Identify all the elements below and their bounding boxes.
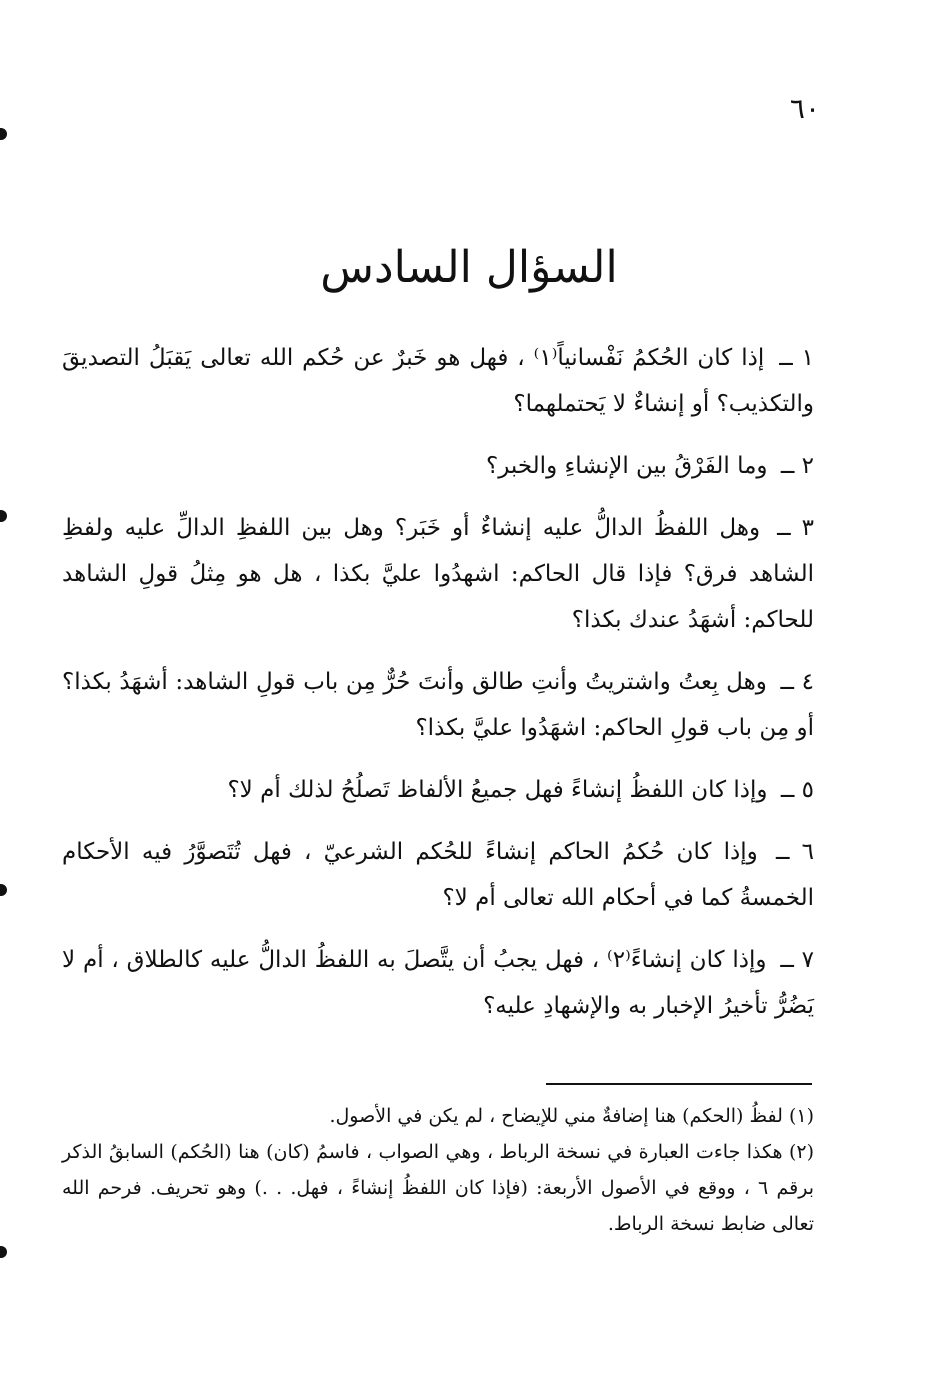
scan-margin-mark	[0, 510, 7, 522]
question-text: وإذا كان اللفظُ إنشاءً فهل جميعُ الألفاظ تَصلُحُ لذلك أم لا؟	[227, 777, 768, 803]
question-6	[62, 829, 814, 921]
question-2	[62, 443, 814, 489]
question-number: ١ ــ	[779, 345, 815, 371]
question-text: وهل بِعتُ واشتريتُ وأنتِ طالق وأنتَ حُرٌّ مِن باب قولِ الشاهد: أشهَدُ بكذا؟ أو مِن باب قولِ الحاكم: اشهَدُوا عليَّ بكذا؟	[62, 669, 814, 741]
question-3	[62, 505, 814, 643]
question-number: ٧ ــ	[780, 947, 815, 973]
scan-margin-mark	[0, 128, 7, 140]
question-number: ٢ ــ	[780, 453, 814, 479]
question-1	[62, 335, 814, 427]
question-5	[62, 767, 814, 813]
scan-margin-mark	[0, 884, 7, 896]
scan-margin-mark	[0, 1246, 7, 1258]
question-number: ٦ ــ	[775, 839, 815, 865]
section-title: السؤال السادس	[320, 242, 618, 293]
footnote-separator	[546, 1083, 812, 1085]
footnote-2: (٢) هكذا جاءت العبارة في نسخة الرباط ، وهي الصواب ، فاسمُ (كان) هنا (الحُكم) السابقُ الذكر برقم ٦ ، ووقع في الأصول الأربعة: (فإذا كان اللفظُ إنشاءً ، فهل. . .) وهو تحريف. فرحم الله تعالى ضابط نسخة الرباط.	[62, 1141, 814, 1235]
page-number: ٦٠	[789, 92, 820, 125]
question-text: إذا كان الحُكمُ نَفْسانياً⁽١⁾ ، فهل هو خَبرٌ عن حُكم الله تعالى يَقبَلُ التصديقَ والتكذيب؟ أو إنشاءٌ لا يَحتملهما؟	[62, 345, 814, 417]
footnotes	[62, 1098, 814, 1242]
question-number: ٥ ــ	[780, 777, 814, 803]
question-text: وهل اللفظُ الدالُّ عليه إنشاءٌ أو خَبَر؟ وهل بين اللفظِ الدالِّ عليه ولفظِ الشاهد فرق؟ فإذا قال الحاكم: اشهدُوا عليَّ بكذا ، هل هو مِثلُ قولِ الشاهد للحاكم: أشهَدُ عندك بكذا؟	[62, 515, 814, 633]
question-text: وما الفَرْقُ بين الإنشاءِ والخبر؟	[485, 453, 768, 479]
questions-list	[62, 335, 814, 1045]
footnote-1: (١) لفظُ (الحكم) هنا إضافةٌ مني للإيضاح ، لم يكن في الأصول.	[329, 1105, 814, 1127]
question-number: ٤ ــ	[780, 669, 814, 695]
question-text: وإذا كان إنشاءً⁽٢⁾ ، فهل يجبُ أن يتَّصلَ به اللفظُ الدالُّ عليه كالطلاق ، أم لا يَضُرُّ تأخيرُ الإخبار به والإشهادِ عليه؟	[62, 947, 814, 1019]
question-text: وإذا كان حُكمُ الحاكم إنشاءً للحُكم الشرعيّ ، فهل تُتَصوَّرُ فيه الأحكام الخمسةُ كما في أحكام الله تعالى أم لا؟	[62, 839, 814, 911]
question-4	[62, 659, 814, 751]
question-number: ٣ ــ	[777, 515, 814, 541]
question-7	[62, 937, 814, 1029]
